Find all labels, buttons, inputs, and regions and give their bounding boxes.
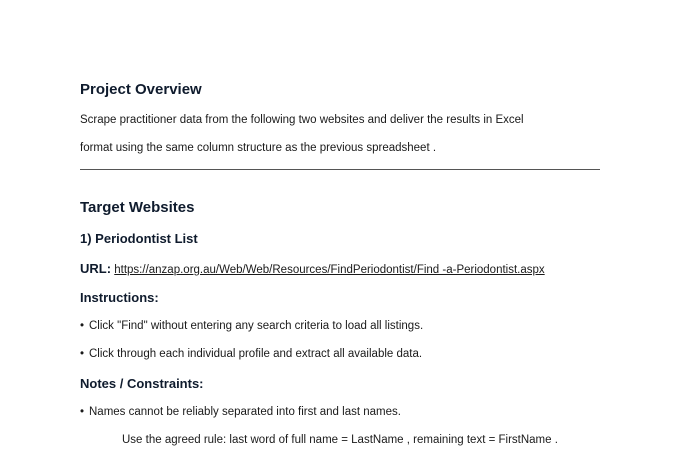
instruction-item-2	[80, 348, 422, 360]
bullet-icon: •	[80, 348, 85, 360]
instruction-text-2: Click through each individual profile and extract all available data.	[89, 348, 423, 360]
bullet-icon: •	[80, 320, 85, 332]
note-text-1: Names cannot be reliably separated into first and last names.	[89, 406, 401, 418]
url-label: URL:	[80, 261, 112, 276]
section-divider	[80, 169, 600, 170]
instruction-text-1: Click "Find" without entering any search criteria to load all listings.	[89, 320, 424, 332]
project-overview-heading: Project Overview	[80, 81, 202, 98]
overview-paragraph-line-1: Scrape practitioner data from the following two websites and deliver the results in Excel	[80, 114, 524, 126]
notes-constraints-heading: Notes / Constraints:	[80, 376, 204, 391]
name-split-rule: Use the agreed rule: last word of full name = LastName , remaining text = FirstName .	[122, 434, 558, 446]
url-line	[80, 261, 545, 276]
periodontist-url-link[interactable]: https://anzap.org.au/Web/Web/Resources/FindPeriodontist/Find -a-Periodontist.aspx	[114, 264, 545, 276]
target-websites-heading: Target Websites	[80, 199, 195, 216]
note-item-1	[80, 406, 401, 418]
periodontist-list-heading: 1) Periodontist List	[80, 231, 198, 246]
overview-paragraph-line-2: format using the same column structure as the previous spreadsheet .	[80, 142, 437, 154]
instruction-item-1	[80, 320, 423, 332]
instructions-heading: Instructions:	[80, 290, 159, 305]
bullet-icon: •	[80, 406, 85, 418]
